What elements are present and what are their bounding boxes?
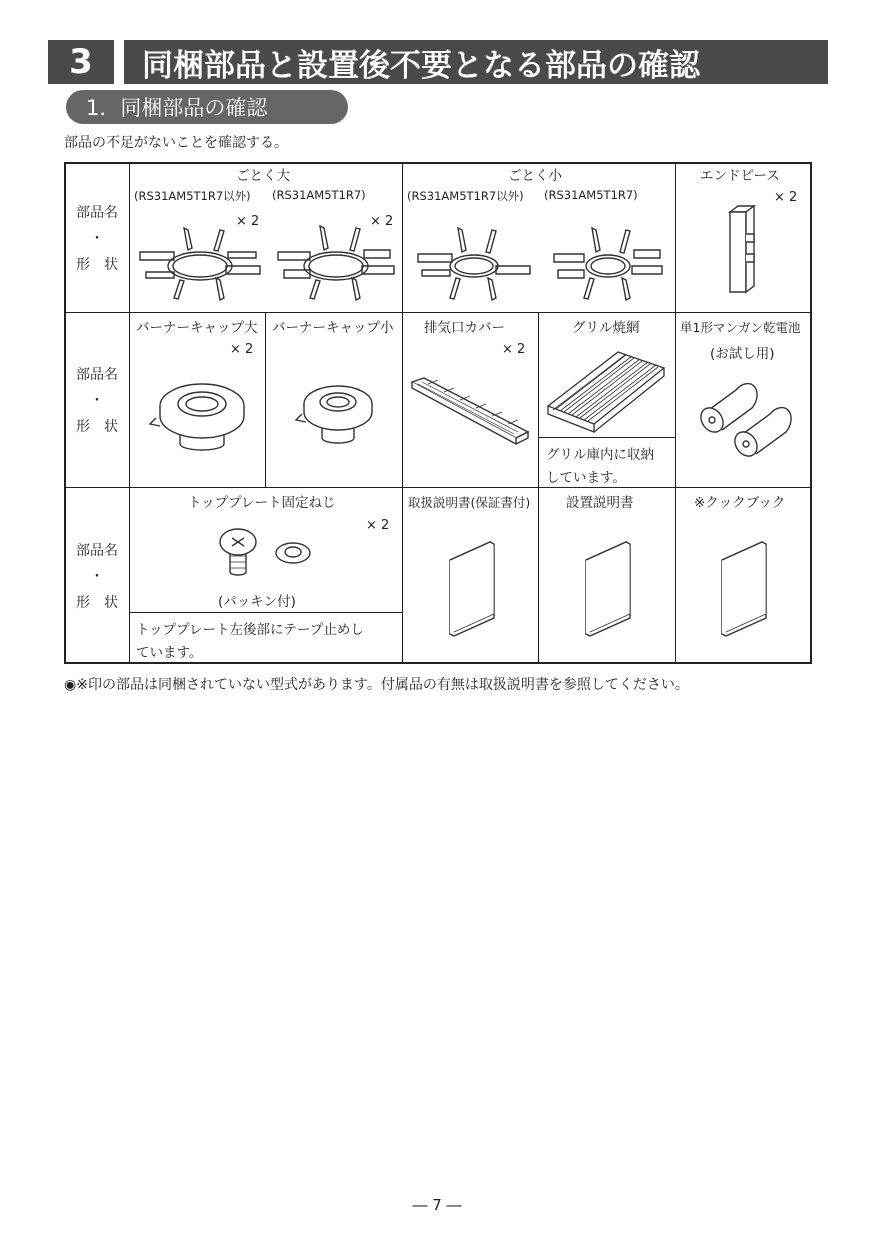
manual-title: 取扱説明書(保証書付) (408, 495, 531, 510)
gotoku-small-variant-2: (RS31AM5T1R7) (544, 188, 638, 202)
exhaust-title: 排気口カバー (424, 320, 505, 336)
install-booklet-icon (580, 540, 636, 636)
install-title: 設置説明書 (566, 495, 634, 511)
grill-note-2: しています。 (546, 470, 626, 486)
burner-cap-small-icon (294, 376, 384, 450)
gotoku-large-variant-1: (RS31AM5T1R7以外) (134, 189, 251, 203)
gotoku-large-variant-2: (RS31AM5T1R7) (272, 188, 366, 202)
exhaust-qty: × 2 (502, 342, 526, 357)
gotoku-large-qty-2: × 2 (370, 214, 394, 229)
manual-booklet-icon (444, 540, 500, 636)
screw-title: トッププレート固定ねじ (188, 495, 336, 511)
footnote: ◉※印の部品は同梱されていない型式があります。付属品の有無は取扱説明書を参照してください。 (64, 677, 689, 693)
row-label-1: 部品名 ・ 形 状 (76, 205, 118, 273)
screw-note-1: トッププレート左後部にテープ止めし (136, 622, 364, 638)
burner-small-title: バーナーキャップ小 (272, 320, 394, 336)
screw-note-2: ています。 (136, 645, 203, 661)
grill-net-icon (544, 346, 668, 430)
gotoku-small-variant-icon (548, 222, 668, 304)
cookbook-booklet-icon (716, 540, 772, 636)
gotoku-small-title: ごとく小 (508, 168, 562, 184)
section-title: 同梱部品と設置後不要となる部品の確認 (124, 40, 828, 84)
gotoku-large-icon (136, 222, 264, 304)
grill-note-1: グリル庫内に収納 (546, 447, 654, 463)
screw-sub: (パッキン付) (218, 594, 296, 610)
row-label-3: 部品名 ・ 形 状 (76, 543, 118, 611)
battery-title: 単1形マンガン乾電池 (680, 320, 801, 335)
burner-large-qty: × 2 (230, 342, 254, 357)
gotoku-large-title: ごとく大 (236, 168, 290, 184)
end-piece-icon (724, 204, 764, 296)
section-number: 3 (48, 40, 114, 84)
end-piece-title: エンドピース (700, 168, 780, 184)
battery-sub: (お試し用) (710, 346, 775, 362)
gotoku-small-variant-1: (RS31AM5T1R7以外) (407, 189, 524, 203)
end-piece-qty: × 2 (774, 190, 798, 205)
page-number: ― 7 ― (412, 1196, 462, 1214)
subsection-title: 1．同梱部品の確認 (66, 90, 348, 124)
battery-icon (692, 384, 796, 460)
intro-text: 部品の不足がないことを確認する。 (64, 135, 288, 151)
gotoku-large-qty-1: × 2 (236, 214, 260, 229)
burner-cap-large-icon (150, 372, 250, 456)
row-label-2: 部品名 ・ 形 状 (76, 367, 118, 435)
screw-icon (216, 526, 266, 578)
screw-qty: × 2 (366, 518, 390, 533)
exhaust-cover-icon (408, 374, 532, 450)
grill-title: グリル焼網 (572, 320, 640, 336)
burner-large-title: バーナーキャップ大 (136, 320, 258, 336)
gotoku-large-variant-icon (272, 222, 400, 304)
packing-washer-icon (272, 540, 314, 566)
gotoku-small-icon (410, 222, 538, 304)
cookbook-title: ※クックブック (694, 495, 786, 511)
